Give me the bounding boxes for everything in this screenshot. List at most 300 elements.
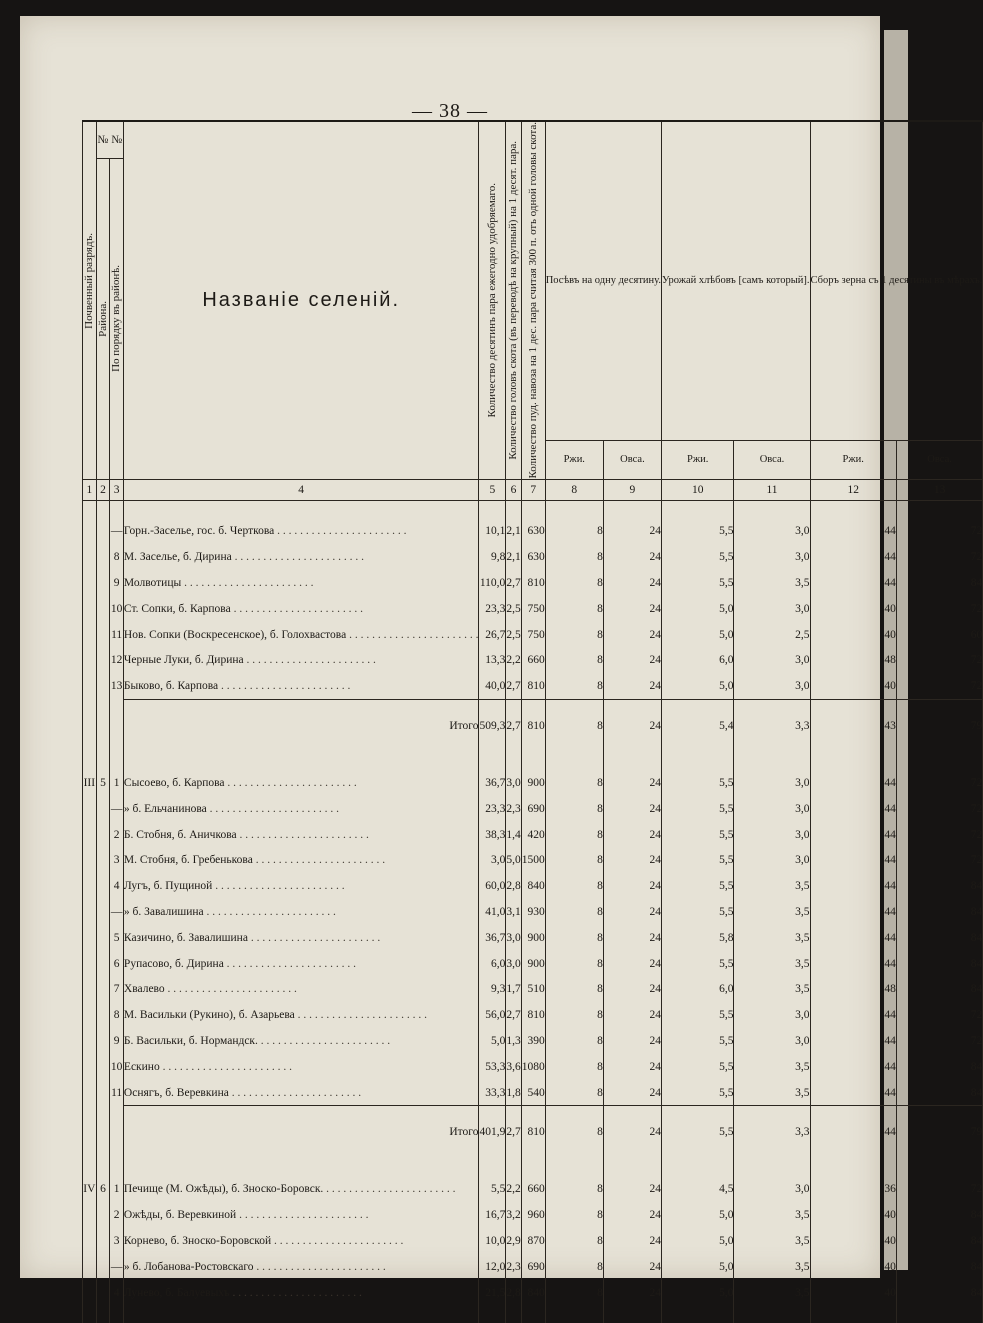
cell-text: 21,5 [485, 1286, 506, 1299]
cattle-cell [506, 1202, 521, 1228]
cell-text: 44 [884, 880, 896, 893]
sowing-rye-cell [545, 899, 603, 925]
header-row [83, 121, 983, 159]
sowing-oats-cell [603, 873, 661, 899]
leader-dots: . . . . . . . . . . . . . . . . . . . . . . . [236, 1209, 369, 1222]
cattle-cell [506, 1254, 521, 1280]
soil-class-cell [83, 673, 97, 699]
cell-text: 2,5 [506, 602, 521, 615]
cell-text: 5,5 [719, 854, 734, 867]
cell-text: 6,0 [490, 957, 506, 970]
leader-dots: . . . . . . . . . . . . . . . . . . . . . . . [253, 1260, 386, 1273]
table-row [83, 622, 983, 648]
cell-text: » б. Ельчанинова [123, 802, 207, 815]
order-cell [110, 1080, 124, 1106]
spacer-row [83, 500, 983, 519]
cell-text: 56,0 [485, 1009, 506, 1022]
cattle-cell [506, 519, 521, 545]
settlement-name-cell [123, 1280, 479, 1306]
harvest-oats-cell [734, 1028, 810, 1054]
cell-text: Быково, б. Карпова [123, 680, 219, 693]
cell-text: 3,2 [506, 1209, 521, 1222]
fallow-area-cell [479, 1228, 506, 1254]
cell-text: 5,5 [719, 1034, 734, 1047]
cell-text: 3,1 [506, 905, 521, 918]
order-cell [110, 1280, 124, 1306]
sowing-oats-cell [603, 976, 661, 1002]
table-row [83, 1176, 983, 1202]
cell-text: 8 [597, 654, 603, 667]
table-row [83, 1280, 983, 1306]
cell-text: 3,5 [795, 931, 810, 944]
cattle-cell [506, 1280, 521, 1306]
harvest-oats-cell [734, 673, 810, 699]
soil-class-cell [83, 570, 97, 596]
cell-text: 3,5 [795, 1260, 810, 1273]
cell-text: 3,0 [795, 776, 810, 789]
order-cell [110, 976, 124, 1002]
harvest-rye-cell [662, 822, 734, 848]
table-row [83, 1028, 983, 1054]
cell-text: 2 [113, 1209, 120, 1222]
sowing-oats-cell [603, 951, 661, 977]
cell-text: 8 [597, 776, 603, 789]
yield-rye-cell [810, 822, 896, 848]
soil-class-cell [83, 647, 97, 673]
yield-rye-cell [810, 596, 896, 622]
harvest-oats-cell: 3,3 [734, 1106, 810, 1159]
order-cell [110, 544, 124, 570]
total-label: Итого [123, 700, 479, 753]
cell-text: 510 [527, 983, 545, 996]
cell-text: 6 [100, 1183, 106, 1196]
yield-oats-cell [896, 951, 982, 977]
cell-text: 3,0 [795, 680, 810, 693]
header-yield-rye: Ржи. [810, 440, 896, 479]
cell-text: 3,5 [795, 905, 810, 918]
sowing-rye-cell [545, 570, 603, 596]
cell-text: 750 [527, 602, 545, 615]
table-row [83, 1080, 983, 1106]
cell-text: 3,5 [795, 576, 810, 589]
harvest-oats-cell [734, 899, 810, 925]
table-row [83, 570, 983, 596]
header-manure: Количество пуд. навоза на 1 дес. пара считая 300 п. отъ одной головы скота. [521, 121, 545, 479]
cell-text: 24 [649, 1060, 661, 1073]
soil-class-cell [83, 976, 97, 1002]
district-cell [96, 1176, 110, 1202]
cell-text: 84 [970, 957, 983, 970]
cattle-cell [506, 570, 521, 596]
header-soil-class: Почвенный разрядъ. [83, 121, 97, 440]
sowing-rye-cell [545, 1054, 603, 1080]
cell-text: 13 [110, 680, 123, 693]
cell-text: 72 [970, 680, 983, 693]
yield-rye-cell [810, 1202, 896, 1228]
cell-text: 8 [597, 957, 603, 970]
cell-text: 24 [649, 776, 661, 789]
cattle-cell [506, 622, 521, 648]
fallow-area-cell [479, 519, 506, 545]
manure-cell [521, 951, 545, 977]
header-yield: Сборъ зерна съ 1 десятины въ мѣрахъ. [810, 121, 983, 440]
cell-text: 660 [527, 1183, 545, 1196]
yield-oats-cell [896, 796, 982, 822]
cell-text: 84 [970, 905, 983, 918]
fallow-area-cell [479, 899, 506, 925]
yield-rye-cell [810, 1080, 896, 1106]
column-number: 9 [603, 479, 661, 500]
harvest-oats-cell [734, 596, 810, 622]
order-cell [110, 770, 124, 796]
sowing-rye-cell [545, 1254, 603, 1280]
header-empty [83, 440, 97, 479]
yield-oats-cell [896, 596, 982, 622]
table-row [83, 1054, 983, 1080]
fallow-area-cell [479, 622, 506, 648]
settlement-name-cell [123, 847, 479, 873]
district-cell [96, 596, 110, 622]
cell-text: 24 [649, 1286, 661, 1299]
harvest-oats-cell [734, 519, 810, 545]
settlement-name-cell [123, 622, 479, 648]
cattle-cell [506, 899, 521, 925]
cell-text: 24 [649, 802, 661, 815]
leader-dots: . . . . . . . . . . . . . . . . . . . . . . . [228, 1086, 362, 1099]
cattle-cell: 2,7 [506, 1106, 521, 1159]
district-cell [96, 847, 110, 873]
cell-text: 5 [113, 931, 120, 944]
fallow-area-cell [479, 1254, 506, 1280]
order-cell [110, 1254, 124, 1280]
header-harvest: Урожай хлѣбовъ [самъ который]. [662, 121, 811, 440]
header-cattle: Количество головъ скота (въ переводѣ на крупный) на 1 десят. пара. [506, 121, 521, 479]
cattle-cell [506, 925, 521, 951]
cell-text: 24 [649, 628, 661, 641]
cattle-cell [506, 822, 521, 848]
cell-text: 8 [597, 1060, 603, 1073]
cell-text: 48 [884, 983, 896, 996]
manure-cell [521, 796, 545, 822]
cell-text: 8 [597, 525, 603, 538]
table-row [83, 647, 983, 673]
cell-text: 3,5 [795, 1286, 810, 1299]
harvest-rye-cell [662, 796, 734, 822]
sowing-oats-cell [603, 1054, 661, 1080]
cell-text: 5,5 [719, 776, 734, 789]
cell-text: 5,5 [719, 525, 734, 538]
settlement-name-cell [123, 976, 479, 1002]
column-number: 2 [96, 479, 110, 500]
cell-text: » б. Завалишина [123, 905, 204, 918]
harvest-oats-cell [734, 1202, 810, 1228]
cell-text: 24 [649, 680, 661, 693]
manure-cell [521, 1080, 545, 1106]
harvest-rye-cell [662, 1054, 734, 1080]
cell-text: 2,3 [506, 802, 521, 815]
cell-text: 3,0 [795, 1183, 810, 1196]
cell-text: 84 [970, 1234, 983, 1247]
cell-text: 44 [884, 1009, 896, 1022]
cell-text: 750 [527, 628, 545, 641]
cell-text: 12 [110, 654, 123, 667]
harvest-rye-cell [662, 1254, 734, 1280]
harvest-rye-cell [662, 596, 734, 622]
cell-text: 8 [597, 1286, 603, 1299]
cell-text: 10,1 [485, 525, 506, 538]
manure-cell [521, 1254, 545, 1280]
cattle-cell [506, 544, 521, 570]
header-order: По порядку въ районѣ. [110, 159, 124, 480]
leader-dots: . . . . . . . . . . . . . . . . . . . . . . . [159, 1060, 292, 1073]
cell-text: 8 [113, 551, 120, 564]
yield-oats-cell: 79 [896, 700, 982, 753]
cell-text: 48 [884, 654, 896, 667]
cell-text: Лунево, б. Балуевыхъ [123, 1286, 230, 1299]
cattle-cell [506, 976, 521, 1002]
sowing-oats-cell [603, 1254, 661, 1280]
header-fallow-area: Количество десятинъ пара ежегодно удобряемаго. [479, 121, 506, 479]
yield-oats-cell [896, 519, 982, 545]
soil-class-cell [83, 1002, 97, 1028]
order-cell [110, 847, 124, 873]
cell-text: 2,8 [506, 880, 521, 893]
yield-oats-cell [896, 1002, 982, 1028]
sowing-rye-cell [545, 596, 603, 622]
cell-text: 870 [527, 1234, 545, 1247]
yield-rye-cell: 43 [810, 700, 896, 753]
district-cell [96, 770, 110, 796]
cell-text: 36 [884, 1183, 896, 1196]
district-cell [96, 1080, 110, 1106]
yield-rye-cell [810, 899, 896, 925]
soil-class-cell [83, 951, 97, 977]
cell-text: 3,0 [795, 602, 810, 615]
yield-oats-cell [896, 1254, 982, 1280]
sowing-oats-cell [603, 673, 661, 699]
cell-text: 8 [597, 1260, 603, 1273]
cell-text: 41,0 [485, 905, 506, 918]
district-cell [96, 544, 110, 570]
settlement-name-cell [123, 519, 479, 545]
soil-class-cell [83, 622, 97, 648]
cell-text: 11 [111, 1086, 123, 1099]
cell-text: Казичино, б. Завалишина [123, 931, 248, 944]
cell-text: 5,5 [719, 576, 734, 589]
cell-text: 84 [970, 1286, 983, 1299]
sowing-oats-cell [603, 822, 661, 848]
fallow-area-cell [479, 770, 506, 796]
cell-text: 4 [113, 1286, 120, 1299]
cell-text: Рупасово, б. Дирина [123, 957, 224, 970]
cattle-cell [506, 796, 521, 822]
harvest-oats-cell [734, 925, 810, 951]
cell-text: 44 [884, 1034, 896, 1047]
order-cell [110, 622, 124, 648]
manure-cell [521, 1280, 545, 1306]
harvest-oats-cell [734, 770, 810, 796]
soil-class-cell [83, 847, 97, 873]
sowing-oats-cell: 24 [603, 700, 661, 753]
order-cell [110, 1002, 124, 1028]
cell-text: 3,0 [795, 654, 810, 667]
harvest-oats-cell [734, 1254, 810, 1280]
sowing-rye-cell [545, 647, 603, 673]
yield-rye-cell [810, 1002, 896, 1028]
settlement-name-cell [123, 647, 479, 673]
harvest-rye-cell [662, 873, 734, 899]
sowing-rye-cell [545, 622, 603, 648]
cell-text: 8 [597, 854, 603, 867]
order-cell [110, 1228, 124, 1254]
cell-text: 84 [970, 931, 983, 944]
cell-text: 10 [110, 602, 123, 615]
fallow-area-cell [479, 925, 506, 951]
cell-text: 40 [884, 680, 896, 693]
fallow-area-cell [479, 1028, 506, 1054]
yield-rye-cell: 44 [810, 1106, 896, 1159]
leader-dots: . . . . . . . . . . . . . . . . . . . . . . . [229, 1286, 362, 1299]
manure-cell [521, 1002, 545, 1028]
yield-rye-cell [810, 873, 896, 899]
cell-text: 2,7 [506, 576, 521, 589]
cell-text: 8 [597, 905, 603, 918]
cell-text: 690 [527, 1260, 545, 1273]
manure-cell [521, 570, 545, 596]
sowing-rye-cell [545, 1228, 603, 1254]
cell-text: Печище (М. Ожѣды), б. Зноско-Боровск. [123, 1183, 324, 1196]
cell-text: 2,5 [506, 628, 521, 641]
cell-text: 44 [884, 828, 896, 841]
harvest-oats-cell [734, 1228, 810, 1254]
cell-text: 40 [884, 1234, 896, 1247]
cell-text: 16,7 [485, 1209, 506, 1222]
cell-text: 420 [527, 828, 545, 841]
manure-cell [521, 544, 545, 570]
cell-text: 24 [649, 1034, 661, 1047]
cell-text: 6,0 [719, 654, 734, 667]
cell-text: Лугъ, б. Пущиной [123, 880, 213, 893]
cell-text: 5,8 [719, 931, 734, 944]
soil-class-cell [83, 1028, 97, 1054]
order-cell [110, 1202, 124, 1228]
cell-text: 8 [597, 828, 603, 841]
leader-dots: . . . . . . . . . . . . . . . . . . . . . . . [203, 905, 336, 918]
settlement-name-cell [123, 1202, 479, 1228]
yield-oats-cell [896, 1176, 982, 1202]
settlement-name-cell [123, 544, 479, 570]
leader-dots: . . . . . . . . . . . . . . . . . . . . . . . [346, 628, 479, 641]
harvest-rye-cell [662, 622, 734, 648]
yield-oats-cell [896, 1028, 982, 1054]
header-harvest-oats: Овса. [734, 440, 810, 479]
cell-text: 900 [527, 957, 545, 970]
cattle-cell [506, 1228, 521, 1254]
cell-text: 26,7 [485, 628, 506, 641]
cell-text: 53,3 [485, 1060, 506, 1073]
cell-text: 8 [597, 1234, 603, 1247]
fallow-area-cell [479, 873, 506, 899]
soil-class-cell [83, 544, 97, 570]
fallow-area-cell [479, 822, 506, 848]
cell-text: 1,8 [506, 1086, 521, 1099]
yield-rye-cell [810, 570, 896, 596]
cell-text: 8 [597, 983, 603, 996]
cell-text: 5,5 [719, 802, 734, 815]
table-body [83, 500, 983, 1323]
cell-text: 24 [649, 1086, 661, 1099]
cell-text: 5,0 [490, 1034, 506, 1047]
cell-text: 5,0 [719, 602, 734, 615]
sowing-rye-cell [545, 1280, 603, 1306]
cell-text: 13,3 [485, 654, 506, 667]
cell-text: 44 [884, 854, 896, 867]
cell-text: 36,7 [485, 776, 506, 789]
district-cell [96, 673, 110, 699]
cell-text: 3,0 [490, 854, 506, 867]
cell-text: 24 [649, 931, 661, 944]
yield-rye-cell [810, 1176, 896, 1202]
cell-text: 1,3 [506, 1034, 521, 1047]
leader-dots: . . . . . . . . . . . . . . . . . . . . . . . [323, 1183, 456, 1196]
fallow-area-cell [479, 1202, 506, 1228]
cell-text: 7 [113, 983, 120, 996]
fallow-area-cell [479, 1054, 506, 1080]
cell-text: 44 [884, 802, 896, 815]
cell-text: 3,0 [795, 1009, 810, 1022]
cell-text: 12,0 [485, 1260, 506, 1273]
harvest-oats-cell [734, 1054, 810, 1080]
cell-text: — [110, 802, 123, 815]
order-cell [110, 1028, 124, 1054]
cell-text: 5 [100, 776, 106, 789]
cell-text: 8 [597, 1086, 603, 1099]
sowing-oats-cell [603, 647, 661, 673]
fallow-area-cell [479, 596, 506, 622]
cell-text: 810 [527, 576, 545, 589]
cell-text: 900 [527, 776, 545, 789]
order-cell [110, 899, 124, 925]
harvest-rye-cell [662, 1080, 734, 1106]
cell-text: 24 [649, 1009, 661, 1022]
manure-cell [521, 770, 545, 796]
order-cell [110, 796, 124, 822]
cell-text: 3,6 [506, 1060, 521, 1073]
manure-cell [521, 596, 545, 622]
empty-cell [110, 700, 124, 753]
cell-text: М. Заселье, б. Дирина [123, 551, 232, 564]
cell-text: 84 [970, 1209, 983, 1222]
soil-class-cell [83, 1202, 97, 1228]
sowing-oats-cell [603, 899, 661, 925]
leader-dots: . . . . . . . . . . . . . . . . . . . . . . . [206, 802, 340, 815]
yield-rye-cell [810, 770, 896, 796]
harvest-rye-cell [662, 925, 734, 951]
harvest-rye-cell: 5,4 [662, 700, 734, 753]
cell-text: 5,5 [719, 905, 734, 918]
spacer-row [83, 1305, 983, 1323]
cell-text: Корнево, б. Зноско-Боровской [123, 1234, 272, 1247]
cell-text: 44 [884, 776, 896, 789]
sowing-rye-cell [545, 770, 603, 796]
cattle-cell [506, 1054, 521, 1080]
district-cell [96, 1054, 110, 1080]
yield-oats-cell [896, 570, 982, 596]
cell-text: 3 [113, 854, 120, 867]
yield-oats-cell [896, 1054, 982, 1080]
cell-text: 24 [649, 983, 661, 996]
column-number: 3 [110, 479, 124, 500]
